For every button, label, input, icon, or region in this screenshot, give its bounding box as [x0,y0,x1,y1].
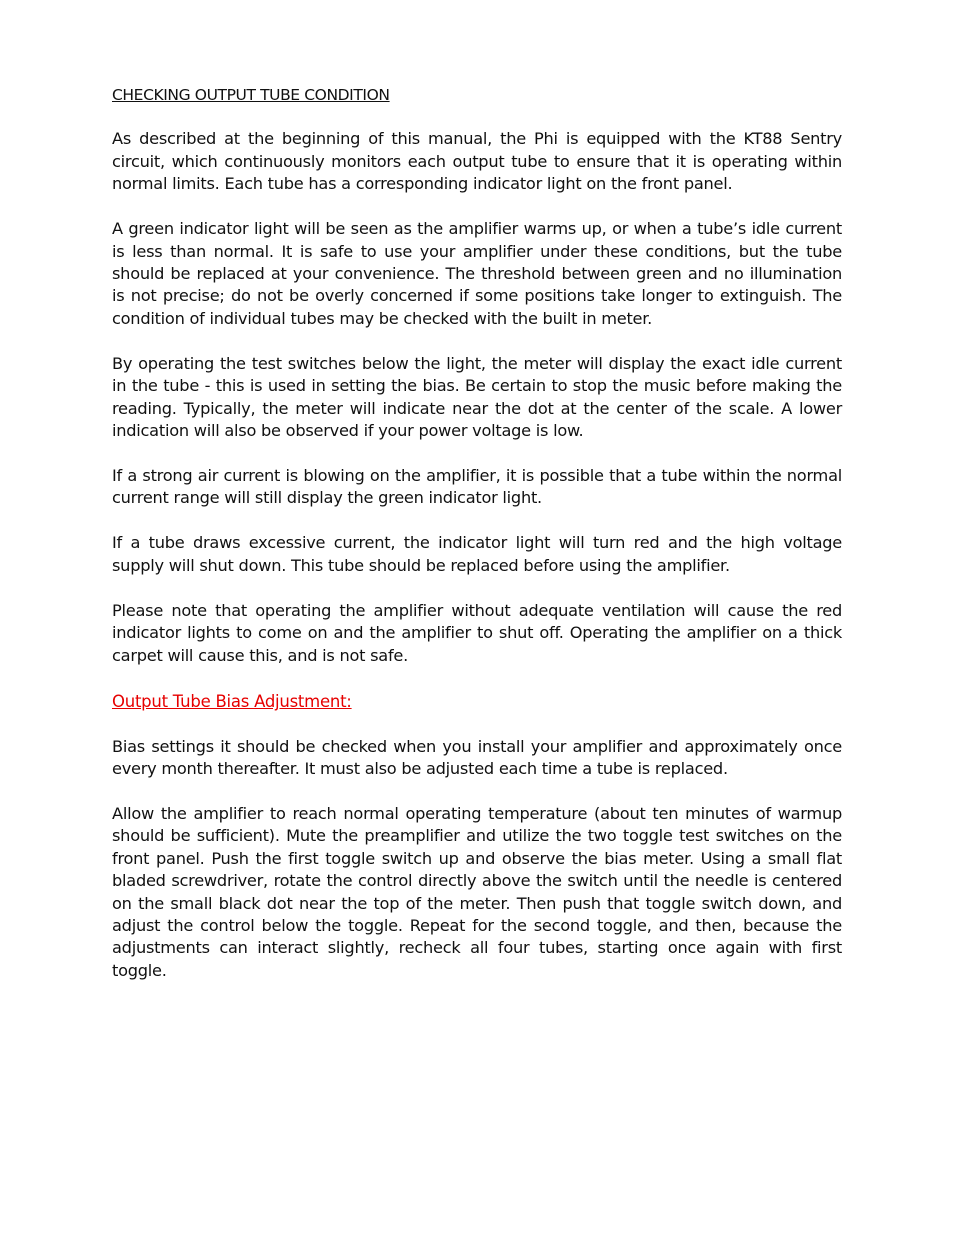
paragraph-bias-procedure: Allow the amplifier to reach normal operating temperature (about ten minutes of warmup should be sufficient). Mute the preamplifier and utilize the two toggle test switches on the front panel. Push the first toggle switch up and observe the bias meter. Using a small flat bladed screwdriver, rotate the control directly above the switch until the needle is centered on the small black dot near the top of the meter. Then push that toggle switch down, and adjust the control below the toggle. Repeat for the second toggle, and then, because the adjustments can interact slightly, recheck all four tubes, starting once again with first toggle. [112,803,842,980]
paragraph-excessive-current: If a tube draws excessive current, the indicator light will turn red and the high voltage supply will shut down. This tube should be replaced before using the amplifier. [112,533,842,575]
paragraph-bias-check-frequency: Bias settings it should be checked when you install your amplifier and approximately once every month thereafter. It must also be adjusted each time a tube is replaced. [112,736,842,778]
paragraph-green-indicator: A green indicator light will be seen as the amplifier warms up, or when a tube’s idle current is less than normal. It is safe to use your amplifier under these conditions, but the tube should be replaced at your convenience. The threshold between green and no illumination is not precise; do not be overly concerned if some positions take longer to extinguish. The condition of individual tubes may be checked with the built in meter. [112,219,842,328]
section-heading-checking-tubes: CHECKING OUTPUT TUBE CONDITION [112,86,390,104]
paragraph-ventilation: Please note that operating the amplifier without adequate ventilation will cause the red indicator lights to come on and the amplifier to shut off. Operating the amplifier on a thick carpet will cause this, and is not safe. [112,600,842,665]
paragraph-test-switches: By operating the test switches below the light, the meter will display the exact idle current in the tube - this is used in setting the bias. Be certain to stop the music before making the reading. Typically, the meter will indicate near the dot at the center of the scale. A lower indication will also be observed if your power voltage is low. [112,353,842,441]
section-heading-bias-adjustment: Output Tube Bias Adjustment: [112,692,352,712]
paragraph-air-current: If a strong air current is blowing on the amplifier, it is possible that a tube within the normal current range will still display the green indicator light. [112,466,842,508]
paragraph-sentry-intro: As described at the beginning of this manual, the Phi is equipped with the KT88 Sentry circuit, which continuously monitors each output tube to ensure that it is operating within normal limits. Each tube has a corresponding indicator light on the front panel. [112,129,842,194]
document-page [112,84,842,1005]
